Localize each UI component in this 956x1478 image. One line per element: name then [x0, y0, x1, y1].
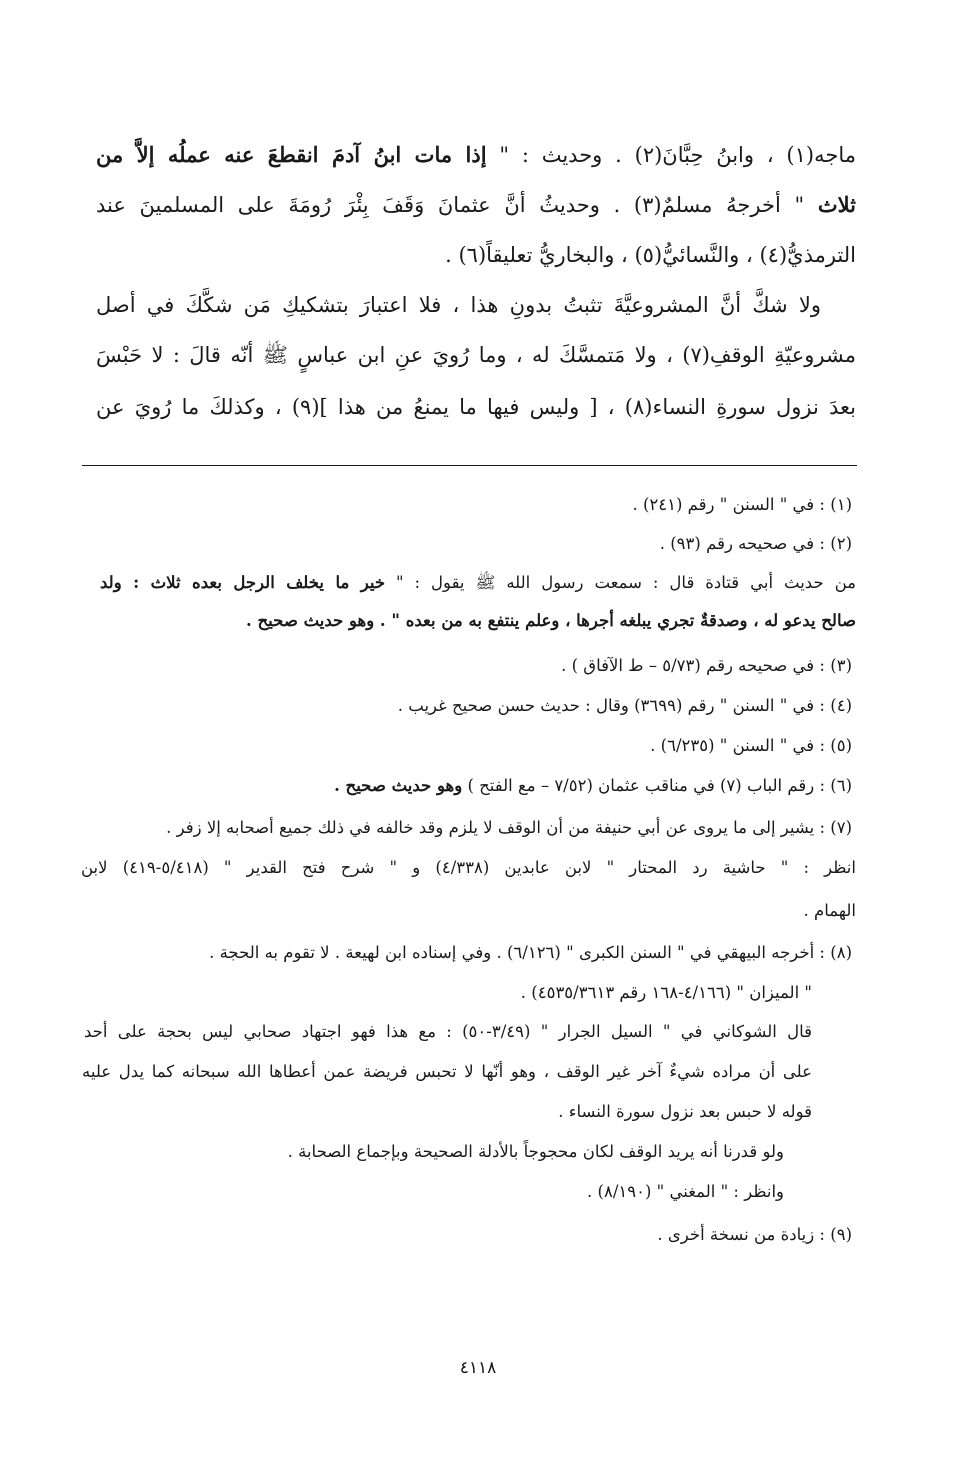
footnote-6	[334, 773, 852, 799]
main-text-line: ولا شكَّ أنَّ المشروعيَّةَ تثبتُ بدونِ هذا ، فلا اعتبارَ بتشكيكِ مَن شكَّكَ في أصل	[96, 293, 821, 317]
text-run: ماجه(١) ، وابنُ حِبَّانَ(٢) . وحديث : "	[499, 143, 856, 167]
footnote-8-continuation: وانظر : " المغني " (٨/١٩٠) .	[587, 1182, 784, 1201]
bold-hadith-text: ثلاث	[817, 192, 856, 217]
main-text-line: مشروعيّةِ الوقفِ(٧) ، ولا مَتمسَّكَ له ، وما رُويَ عنِ ابن عباسٍ ﷺ أنّه قالَ : لا حَبْسَ	[96, 343, 856, 367]
footnote-7-continuation: الهمام .	[803, 901, 856, 920]
footnote-2-continuation: صالح يدعو له ، وصدقةٌ تجري يبلغه أجرها ، وعلم ينتفع به من بعده " . وهو حديث صحيح .	[246, 611, 856, 630]
footnote-8-continuation: ولو قدرنا أنه يريد الوقف لكان محجوجاً بالأدلة الصحيحة وبإجماع الصحابة .	[287, 1142, 784, 1161]
main-text-line: بعدَ نزول سورةِ النساء(٨) ، [ وليس فيها ما يمنعُ من هذا ](٩) ، وكذلكَ ما رُويَ عن	[96, 395, 856, 419]
footnote-8-continuation: " الميزان " (٤/١٦٦-١٦٨ رقم ٤٥٣٥/٣٦١٣) .	[520, 983, 812, 1002]
main-text-line	[96, 190, 856, 220]
footnote-7-continuation: انظر : " حاشية رد المحتار " لابن عابدين (٤/٣٣٨) و " شرح فتح القدير " (٥/٤١٨-٤١٩) لابن	[81, 858, 856, 877]
footnote-7: (٧) : يشير إلى ما يروى عن أبي حنيفة من أن الوقف لا يلزم وقد خالفه في ذلك جميع أصحابه إلا زفر .	[166, 818, 852, 837]
footnote-9: (٩) : زيادة من نسخة أخرى .	[657, 1225, 852, 1244]
page-number: ٤١١٨	[459, 1358, 497, 1378]
footnote-5: (٥) : في " السنن " (٦/٢٣٥) .	[650, 736, 852, 755]
footnote-8-continuation: على أن مراده شيءٌ آخر غير الوقف ، وهو أنّها لا تحبس فريضة عمن أعطاها الله سبحانه كما يدل عليه	[82, 1062, 812, 1081]
main-text-line: الترمذيُّ(٤) ، والنَّسائيُّ(٥) ، والبخاريُّ تعليقاً(٦) .	[445, 243, 856, 267]
footnote-4: (٤) : في " السنن " رقم (٣٦٩٩) وقال : حديث حسن صحيح غريب .	[397, 696, 852, 715]
footnote-2: (٢) : في صحيحه رقم (٩٣) .	[659, 534, 852, 553]
text-run: من حديث أبي قتادة قال : سمعت رسول الله ﷺ يقول : "	[396, 573, 856, 592]
bold-text: وهو حديث صحيح .	[334, 776, 463, 795]
bold-hadith-text: إذا مات ابنُ آدمَ انقطعَ عنه عملُه إلاَّ من	[96, 142, 487, 167]
footnote-1: (١) : في " السنن " رقم (٢٤١) .	[632, 495, 852, 514]
text-run: (٦) : رقم الباب (٧) في مناقب عثمان (٧/٥٢ – مع الفتح )	[467, 776, 852, 795]
footnote-8: (٨) : أخرجه البيهقي في " السنن الكبرى " (٦/١٢٦) . وفي إسناده ابن لهيعة . لا تقوم به الحجة .	[209, 943, 852, 962]
footnote-3: (٣) : في صحيحه رقم (٥/٧٣ – ط الآفاق ) .	[561, 656, 852, 675]
footnote-2-continuation	[100, 570, 856, 596]
text-run: " أخرجهُ مسلمٌ(٣) . وحديثُ أنَّ عثمانَ وَقَفَ بِئْرَ رُومَةَ على المسلمينَ عند	[96, 193, 805, 217]
main-text-line	[96, 140, 856, 170]
footnote-8-continuation: قوله لا حبس بعد نزول سورة النساء .	[558, 1102, 812, 1121]
bold-hadith-text: خير ما يخلف الرجل بعده ثلاث : ولد	[100, 573, 386, 592]
footnote-8-continuation: قال الشوكاني في " السيل الجرار " (٣/٤٩-٥٠) : مع هذا فهو اجتهاد صحابي ليس بحجة على أحد	[84, 1022, 813, 1041]
footnote-divider	[82, 465, 857, 466]
